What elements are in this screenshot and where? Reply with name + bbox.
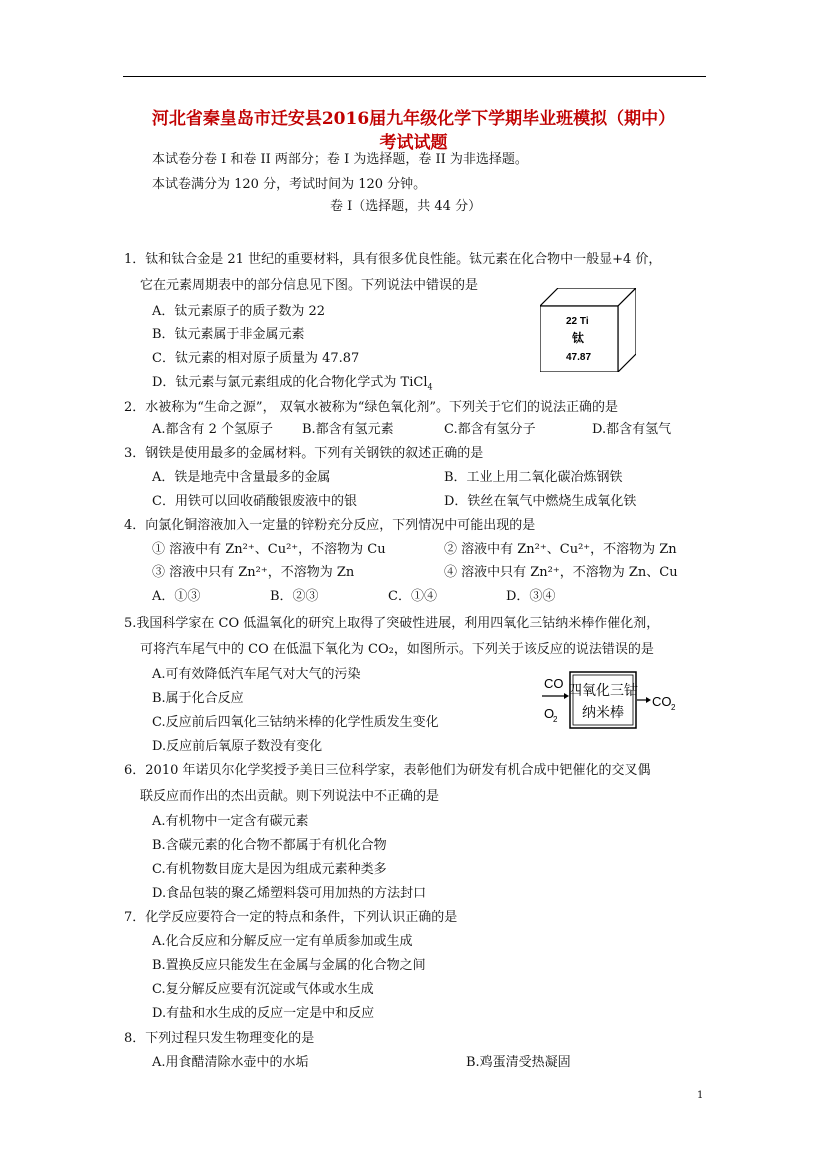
q7-option-c: C.复分解反应要有沉淀或气体或水生成 <box>152 982 374 997</box>
q5-stem-line1: 5.我国科学家在 CO 低温氧化的研究上取得了突破性进展，利用四氧化三钴纳米棒作催化剂， <box>124 616 660 631</box>
q1-option-d: D．钛元素与氯元素组成的化合物化学式为 TiCl$_4$ <box>152 375 433 392</box>
reactant-co: CO <box>544 676 564 691</box>
q4-statement-4: ④ 溶液中只有 Zn²⁺，不溶物为 Zn、Cu <box>444 565 678 580</box>
intro-line-2: 本试卷满分为 120 分，考试时间为 120 分钟。 <box>152 177 427 192</box>
document-title-line1: 河北省秦皇岛市迁安县2016届九年级化学下学期毕业班模拟（期中） <box>151 109 676 129</box>
q5-option-b: B.属于化合反应 <box>152 691 244 706</box>
q2-option-b: B.都含有氢元素 <box>302 422 394 437</box>
q1-stem-line2: 它在元素周期表中的部分信息见下图。下列说法中错误的是 <box>140 278 479 293</box>
q6-option-c: C.有机物数目庞大是因为组成元素种类多 <box>152 862 387 877</box>
q5-option-d: D.反应前后氧原子数没有变化 <box>152 739 323 754</box>
titanium-element-box <box>540 288 636 372</box>
q4-option-c: C．①④ <box>388 589 437 604</box>
catalyst-label-2: 纳米棒 <box>582 705 624 721</box>
q4-option-d: D．③④ <box>506 589 556 604</box>
q5-option-c: C.反应前后四氧化三钴纳米棒的化学性质发生变化 <box>152 715 439 730</box>
q4-option-a: A．①③ <box>152 589 201 604</box>
q2-option-c: C.都含有氢分子 <box>444 422 536 437</box>
q2-stem: 2．水被称为“生命之源”， 双氧水被称为“绿色氧化剂”。下列关于它们的说法正确的是 <box>124 400 618 415</box>
q7-stem: 7．化学反应要符合一定的特点和条件，下列认识正确的是 <box>124 910 458 925</box>
co-oxidation-diagram <box>540 668 680 734</box>
q2-option-a: A.都含有 2 个氢原子 <box>152 422 274 437</box>
intro-line-1: 本试卷分卷 I 和卷 II 两部分；卷 I 为选择题，卷 II 为非选择题。 <box>152 152 528 167</box>
reactant-o2: O <box>544 706 555 721</box>
q8-stem: 8．下列过程只发生物理变化的是 <box>124 1031 315 1046</box>
q4-statement-2: ② 溶液中有 Zn²⁺、Cu²⁺，不溶物为 Zn <box>444 542 677 557</box>
q6-stem-line2: 联反应而作出的杰出贡献。则下列说法中不正确的是 <box>140 789 440 804</box>
q3-option-a: A．铁是地壳中含量最多的金属 <box>152 470 331 485</box>
q3-option-d: D．铁丝在氧气中燃烧生成氧化铁 <box>444 494 637 509</box>
q7-option-b: B.置换反应只能发生在金属与金属的化合物之间 <box>152 958 426 973</box>
svg-text:2: 2 <box>553 715 558 724</box>
q1-option-a: A．钛元素原子的质子数为 22 <box>152 304 326 319</box>
page-number: 1 <box>697 1090 704 1101</box>
section-title: 卷 I（选择题，共 44 分） <box>330 199 482 214</box>
q6-stem-line1: 6．2010 年诺贝尔化学奖授予美日三位科学家，表彰他们为研发有机合成中钯催化的交叉偶 <box>124 763 651 778</box>
q4-option-b: B．②③ <box>270 589 319 604</box>
q4-stem: 4．向氯化铜溶液加入一定量的锌粉充分反应，下列情况中可能出现的是 <box>124 518 536 533</box>
q3-stem: 3．钢铁是使用最多的金属材料。下列有关钢铁的叙述正确的是 <box>124 446 484 461</box>
element-name: 钛 <box>572 331 585 345</box>
q4-statement-1: ① 溶液中有 Zn²⁺、Cu²⁺，不溶物为 Cu <box>152 542 386 557</box>
q3-option-c: C．用铁可以回收硝酸银废液中的银 <box>152 494 357 509</box>
element-number-symbol: 22 Ti <box>566 316 589 327</box>
q6-option-d: D.食品包装的聚乙烯塑料袋可用加热的方法封口 <box>152 886 427 901</box>
q6-option-b: B.含碳元素的化合物不都属于有机化合物 <box>152 838 387 853</box>
q5-option-a: A.可有效降低汽车尾气对大气的污染 <box>152 667 361 682</box>
svg-text:2: 2 <box>671 703 676 712</box>
catalyst-label-1: 四氧化三钴 <box>568 683 638 699</box>
document-title-line2: 考试试题 <box>379 133 448 153</box>
q1-stem-line1: 1．钛和钛合金是 21 世纪的重要材料，具有很多优良性能。钛元素在化合物中一般显+4 价， <box>124 252 662 267</box>
q5-stem-line2: 可将汽车尾气中的 CO 在低温下氧化为 CO₂，如图所示。下列关于该反应的说法错误的是 <box>140 642 654 657</box>
q8-option-a: A.用食醋清除水壶中的水垢 <box>152 1055 309 1070</box>
q8-option-b: B.鸡蛋清受热凝固 <box>466 1055 571 1070</box>
q7-option-d: D.有盐和水生成的反应一定是中和反应 <box>152 1006 375 1021</box>
q2-option-d: D.都含有氢气 <box>592 422 672 437</box>
q3-option-b: B．工业上用二氧化碳冶炼钢铁 <box>444 470 623 485</box>
q1-option-c: C．钛元素的相对原子质量为 47.87 <box>152 351 360 366</box>
product-co2: CO <box>652 694 672 709</box>
q7-option-a: A.化合反应和分解反应一定有单质参加或生成 <box>152 934 413 949</box>
element-mass: 47.87 <box>566 352 592 363</box>
q4-statement-3: ③ 溶液中只有 Zn²⁺，不溶物为 Zn <box>152 565 355 580</box>
q6-option-a: A.有机物中一定含有碳元素 <box>152 814 309 829</box>
header-rule <box>123 76 706 77</box>
q1-option-b: B．钛元素属于非金属元素 <box>152 327 305 342</box>
